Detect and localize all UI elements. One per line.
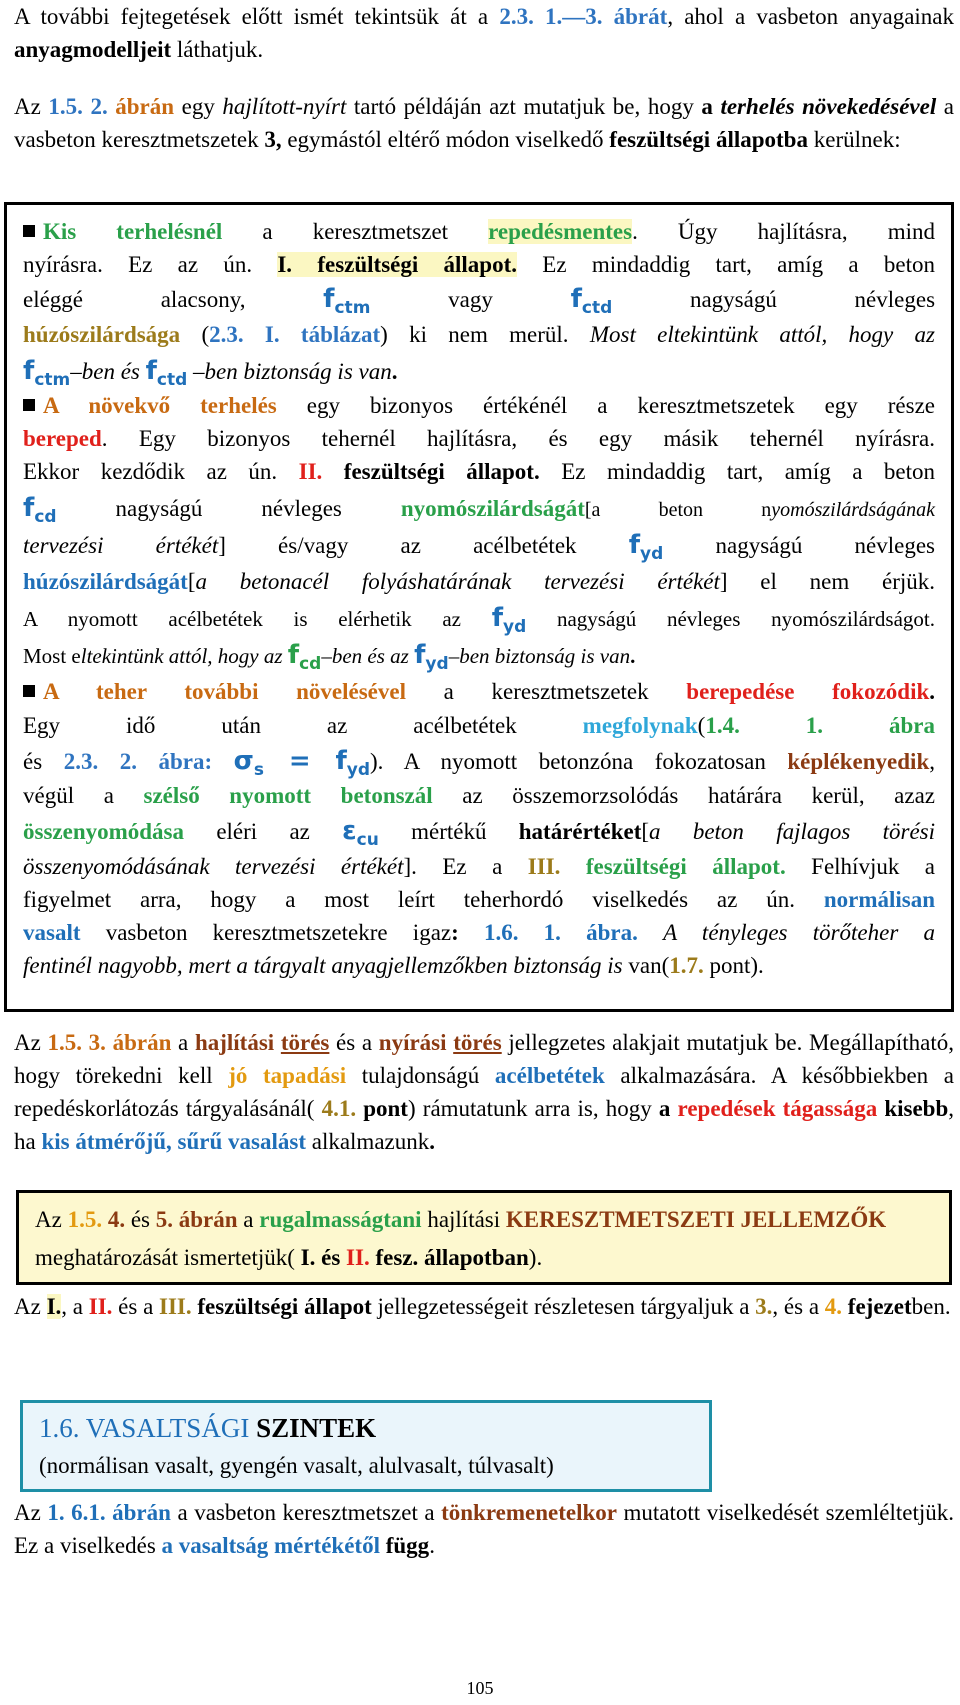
box-line [23,883,935,916]
green-term: rugalmasságtani [259,1207,422,1232]
box-line [23,949,935,982]
highlight-term: I. [46,1294,62,1319]
italic-text: Most eltekintünk attól, hogy az [589,322,935,347]
text: . [391,359,398,384]
highlight-term: I. feszültségi állapot. [277,252,518,277]
symbol-subscript: cd [299,654,322,675]
blue-term: vasalt [23,920,81,945]
green-term: szélső nyomott betonszál [143,783,433,808]
text: ( [180,322,210,347]
green-term: nyomószilárdságát [400,496,585,521]
symbol: f [414,640,426,670]
symbol: f [23,356,35,386]
symbol-subscript: cu [356,830,379,851]
text: az összemorzsolódás határára kerül, azaz [462,783,936,808]
box-line [23,602,935,644]
text: ] el nem érjük. [719,569,935,594]
text: alkalmazunk [305,1129,430,1154]
brown-term: KERESZTMETSZETI JELLEMZŐK [505,1207,887,1232]
italic-text: a beton fajlagos törési [649,819,936,844]
bold-term: fejezet [842,1294,912,1319]
highlight-term: repedésmentes [488,219,633,244]
bold-term: a [658,1096,678,1121]
text: és a [112,1294,160,1319]
text: láthatjuk. [171,37,264,62]
symbol-subscript: yd [425,654,449,675]
italic-text: A tényleges törőteher a [663,920,935,945]
text: [ [187,569,196,594]
text: . [429,1129,435,1154]
figure-reference: 2.3. 1.—3. ábrát [499,4,668,29]
green-term: Kis terhelésnél [43,219,223,244]
green-term: összenyomódása [23,819,185,844]
text: mértékű [411,819,519,844]
italic-text: a betonacél folyáshatárának tervezési értékét [195,569,720,594]
text: ( [697,713,706,738]
section-heading-box [20,1400,712,1492]
symbol-subscript: yd [640,544,664,565]
red-term: berepedése fokozódik [686,679,930,704]
text: vasbeton keresztmetszetekre igaz [105,920,452,945]
text: Egy [23,713,61,738]
olive-term: III. [159,1294,192,1319]
text: tulajdonságú [346,1063,495,1088]
symbol: σ [233,746,254,776]
brown-term: tönkremenetelkor [441,1500,617,1525]
section-title [39,1409,693,1447]
text: és [125,1207,156,1232]
bullet-square-icon [23,685,35,697]
brown-term: képlékenyedik [787,749,930,774]
symbol: f [628,530,641,560]
text: figyelmet arra, hogy a most leírt teherhordó viselkedés az ún. [23,887,824,912]
text: Az [35,1207,68,1232]
symbol: f [23,493,35,523]
box-line [23,422,935,455]
red-term: II. [346,1245,370,1270]
symbol: f [323,284,335,314]
text: az [326,713,348,738]
figure-reference: 1.5. [67,1207,103,1232]
text: van( [622,953,670,978]
symbol: f [491,603,503,633]
text: hajlítási [421,1207,506,1232]
symbol: f [335,746,347,776]
text: eléggé alacsony, [23,287,246,312]
figure-reference: 4. [102,1207,126,1232]
text: . [929,679,936,704]
symbol-subscript: ctm [34,370,71,391]
figure-reference: 1.6. 1. ábra. [483,920,638,945]
figure-reference: 1.5. 2. [48,94,108,119]
red-term: II. [298,459,323,484]
blue-term: a vasaltság mértékétől [161,1533,380,1558]
text: ] és/vagy az acélbetétek [218,533,577,558]
bold-term: fesz. állapotban [369,1245,529,1270]
text: . [630,644,636,668]
table-reference: 2.3. I. táblázat [209,322,381,347]
italic-text: –ben biztonság is van [448,644,631,668]
text: , ha [14,1096,955,1154]
figure-reference: 1.4. 1. ábra [705,713,935,738]
section-title-blue: VASALTSÁGI [79,1413,250,1443]
text: . Úgy hajlításra, mind [632,219,935,244]
box-line [23,675,935,708]
page-number: 105 [466,1678,494,1698]
olive-term: húzószilárdsága [23,322,181,347]
symbol-subscript: cd [34,507,57,528]
symbol-subscript: s [253,760,265,781]
figure-reference: 1. 6.1. ábrán [47,1500,171,1525]
box-line [23,850,935,883]
bold-term: 3, [264,127,282,152]
brown-term: hajlítási [194,1030,281,1055]
text: , ahol a vasbeton anyagainak [667,4,955,29]
red-term: repedések tágassága [677,1096,878,1121]
text: eléri az [216,819,343,844]
text: A további fejtegetések előtt ismét tekintsük át a [14,4,500,29]
text: ) rámutatunk arra is, hogy [407,1096,659,1121]
text: után [221,713,261,738]
bold-italic-term: terhelés növekedésével [720,94,937,119]
text: , a [61,1294,89,1319]
paragraph-reinforcement [14,1496,954,1562]
text: nyírásra. Ez az ún. [23,252,278,277]
blue-term: húzószilárdságát [23,569,188,594]
section-subtitle: (normálisan vasalt, gyengén vasalt, alulvasalt, túlvasalt) [39,1453,554,1478]
figure-reference: 5. ábrán [155,1207,238,1232]
brown-term-underlined: törés [453,1030,502,1055]
paragraph-states-intro [14,90,954,156]
box-line [23,318,935,351]
italic-text: fentinél nagyobb, mert a tárgyalt anyagjellemzőkben biztonság is [23,953,623,978]
bold-term: feszültségi állapot [191,1294,372,1319]
symbol: f [570,284,582,314]
bold-term: a [701,94,713,119]
italic-term: hajlított-nyírt [222,94,347,119]
bold-term: kisebb [877,1096,949,1121]
gold-term: jó tapadási [228,1063,347,1088]
bullet-square-icon [23,399,35,411]
text: kerülnek: [807,127,901,152]
section-number: 1.6. [39,1413,80,1443]
section-reference: 4.1. [321,1096,357,1121]
box-line [23,779,935,812]
blue-term: normálisan [823,887,935,912]
text: egy [174,94,223,119]
green-term: feszültségi állapot. [560,854,786,879]
section-title-black: SZINTEK [249,1413,377,1443]
figure-reference-word: ábrán [115,94,175,119]
text: a vasbeton keresztmetszetek [14,94,954,152]
figure-reference: 2.3. 2. ábra: [63,749,213,774]
text: Ekkor kezdődik az ún. [23,459,299,484]
box-line [23,565,935,598]
box-line [23,916,935,949]
text: és a [329,1030,379,1055]
text: , [929,749,935,774]
chapter-reference: 3. [755,1294,773,1319]
text: nagyságú névleges nyomószilárdságot. [526,607,936,631]
text: pont). [703,953,764,978]
orange-term: A teher további növelésével [43,679,406,704]
italic-text: –ben biztonság is van [187,359,392,384]
stress-states-box [4,202,954,1012]
text: ) ki nem merül. [380,322,590,347]
red-term: II. [88,1294,113,1319]
text: vagy [448,287,493,312]
text: jellegzetességeit részletesen tárgyaljuk a [371,1294,756,1319]
box-line [23,455,935,488]
bold-term: I. és [300,1245,347,1270]
figure-reference: 1.5. 3. ábrán [47,1030,172,1055]
text: tartó példáján azt mutatjuk be, hogy [346,94,702,119]
cross-section-properties-box [16,1190,952,1285]
text: Felhívjuk a [811,854,936,879]
box-line [23,709,935,742]
bold-term: függ [379,1533,430,1558]
text: ]. Ez a [403,854,528,879]
text: . [429,1533,435,1558]
symbol: f [287,640,300,670]
text: Az [14,1500,48,1525]
symbol-subscript: ctd [156,370,188,391]
text: ). A nyomott betonzóna fokozatosan [370,749,788,774]
paragraph-chapter-refs [14,1290,954,1323]
blue-term: acélbetétek [494,1063,605,1088]
text: [ [641,819,650,844]
text: nagyságú névleges [715,533,936,558]
text: egy bizonyos értékénél a keresztmetszetek egy része [306,393,936,418]
bold-term: anyagmodelljeit [14,37,172,62]
text: nagyságú névleges [689,287,936,312]
text: a vasbeton keresztmetszet a [170,1500,442,1525]
symbol-subscript: yd [346,760,371,781]
bold-term: feszültségi állapot. [322,459,540,484]
bold-term: pont [356,1096,408,1121]
italic-text: tervezési értékét [23,533,219,558]
text: Az [14,94,49,119]
italic-text: yomószilárdságának [771,499,935,521]
box-line [23,389,935,422]
text: . Egy bizonyos tehernél hajlításra, és egy másik tehernél nyírásra. [101,426,935,451]
symbol: ε [342,816,357,846]
text: a keresztmetszetek [443,679,687,704]
text: ben. [911,1294,951,1319]
olive-term: III. [527,854,561,879]
orange-term: A növekvő terhelés [43,393,277,418]
text: nagyságú névleges [115,496,342,521]
italic-text: ltekintünk attól, hogy az [80,644,288,668]
cyan-term: megfolynak [582,713,698,738]
text: alkalmazására. A későbbiekben a repedéskorlátozás tárgyalásánál( [14,1063,954,1121]
text: végül a [23,783,144,808]
brown-term: nyírási [378,1030,454,1055]
text: egymástól eltérő módon viselkedő [281,127,610,152]
chapter-reference: 4. [824,1294,843,1319]
text: a keresztmetszet [262,219,489,244]
text: meghatározását ismertetjük( [35,1245,301,1270]
text: , és a [772,1294,825,1319]
blue-term: kis átmérőjű, sűrű vasalást [41,1129,306,1154]
symbol-subscript: ctm [334,298,371,319]
box-line [23,215,935,248]
box-line [23,248,935,281]
paragraph-intro [14,0,954,66]
bullet-square-icon [23,225,35,237]
text: Ez mindaddig tart, amíg a beton [542,252,935,277]
text: a [237,1207,260,1232]
paragraph-failure-modes [14,1026,954,1158]
brown-term-underlined: törés [280,1030,330,1055]
text: [a beton n [584,499,772,521]
text: és [23,749,64,774]
text: a [171,1030,195,1055]
symbol: f [145,356,157,386]
red-term: bereped [23,426,102,451]
text: : [451,920,484,945]
text: A nyomott acélbetétek is elérhetik az [23,607,492,631]
text: idő [126,713,156,738]
text: mutatott viselkedését szemléltetjük. Ez a viselkedés [14,1500,954,1558]
text: Most e [23,644,81,668]
bold-term: feszültségi állapotba [609,127,808,152]
italic-text: –ben és [70,359,146,384]
text: Az [14,1030,48,1055]
italic-text: összenyomódásának tervezési értékét [23,854,404,879]
italic-text: –ben és az [321,644,415,668]
symbol-subscript: yd [503,617,527,638]
text: ). [528,1245,543,1270]
bold-term: határértéket [518,819,642,844]
text: Az [14,1294,47,1319]
text: jellegzetes alakjait mutatjuk be. Megállapítható, hogy törekedni kell [14,1030,955,1088]
symbol-subscript: ctd [581,298,613,319]
section-reference: 1.7. [669,953,704,978]
symbol: = [264,746,336,776]
box-line [23,492,935,534]
text: Ez mindaddig tart, amíg a beton [561,459,935,484]
text: acélbetétek [413,713,517,738]
